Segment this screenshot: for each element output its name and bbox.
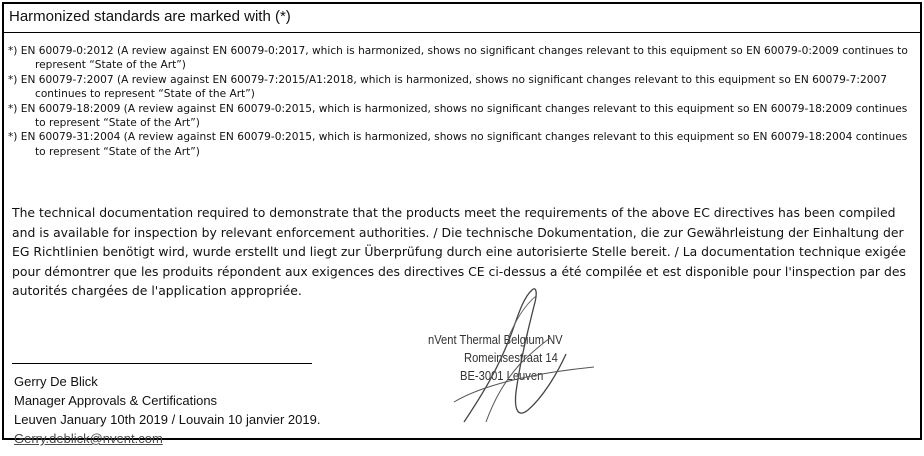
signatory-email-link[interactable]: Gerry.deblick@nvent.com — [14, 431, 163, 446]
stamp-city: BE-3001 Leuven — [460, 368, 544, 383]
standard-item: *) EN 60079-0:2012 (A review against EN 60079-0:2017, which is harmonized, shows no significant changes relevant to this equipment so EN 60079-0:2009 continues to represent “State of the Art”) — [8, 45, 908, 72]
header-box — [4, 4, 920, 33]
signature-line — [12, 363, 312, 364]
handwritten-signature — [424, 272, 604, 432]
stamp-company: nVent Thermal Belgium NV — [428, 332, 563, 347]
standard-item: *) EN 60079-31:2004 (A review against EN 60079-0:2015, which is harmonized, shows no significant changes relevant to this equipment so EN 60079-18:2004 continues to represent “State of the Art”) — [8, 131, 908, 158]
signatory-name: Gerry De Blick — [14, 374, 98, 389]
declaration-frame — [2, 2, 922, 446]
standards-list — [8, 44, 908, 159]
technical-documentation-paragraph: The technical documentation required to demonstrate that the products meet the requirements of the above EC directives has been compiled and is available for inspection by relevant enforcement authorities. / Die technische Dokumentation, die zur Gewährleistung der Einhaltung der EG Richtlinien benötigt wird, wurde erstellt und liegt zur Überprüfung durch eine autorisierte Stelle bereit. / La documentation technique exigée pour démontrer que les produits répondent aux exigences des directives CE ci-dessus a été compilée et est disponible pour l'inspection par des autorités chargées de l'application appropriée. — [12, 205, 906, 299]
signatory-place-date: Leuven January 10th 2019 / Louvain 10 janvier 2019. — [14, 412, 321, 427]
header-title: Harmonized standards are marked with (*) — [9, 8, 291, 25]
signatory-title: Manager Approvals & Certifications — [14, 393, 218, 408]
standard-item: *) EN 60079-7:2007 (A review against EN 60079-7:2015/A1:2018, which is harmonized, shows no significant changes relevant to this equipment so EN 60079-7:2007 continues to represent “State of the Art”) — [8, 73, 887, 101]
stamp-street: Romeinsestraat 14 — [464, 350, 558, 365]
standard-item: *) EN 60079-18:2009 (A review against EN 60079-0:2015, which is harmonized, shows no significant changes relevant to this equipment so EN 60079-18:2009 continues to represent “State of the Art”) — [8, 102, 908, 130]
